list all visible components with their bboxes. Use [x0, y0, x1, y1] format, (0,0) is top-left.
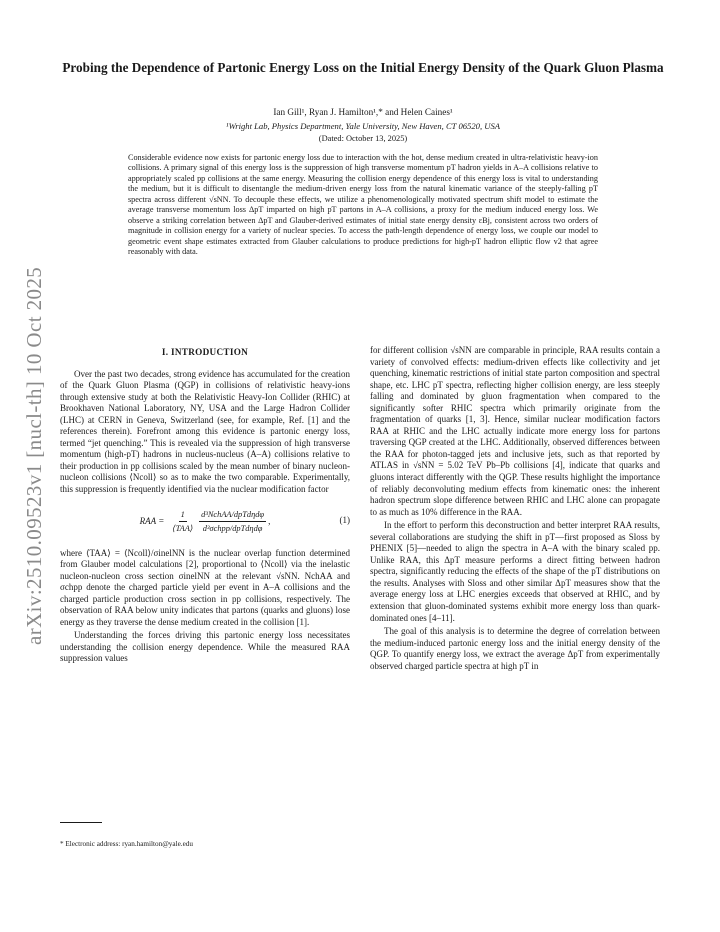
intro-paragraph-5: In the effort to perform this deconstruction and better interpret RAA results, several collaborations are studying the shift in pT—first proposed as Sloss by PHENIX [5]—needed to align the spectra in A–A with the binary scaled pp. Unlike RAA, this ΔpT measure performs a direct fitting between hadron spectra, significantly reducing the effects of the shape of the pT distributions on the results. Analyses with Sloss and other similar ΔpT measures show that the average energy loss at LHC energies exceeds that observed at RHIC, and by extension that gluon-dominated systems exhibit more energy loss than quark-dominated ones [4–11].	[370, 520, 660, 623]
footnote-rule	[60, 822, 102, 823]
right-column	[370, 345, 660, 672]
equation-tail: ,	[268, 515, 271, 526]
arxiv-identifier: arXiv:2510.09523v1 [nucl-th] 10 Oct 2025	[22, 266, 46, 645]
fraction-normalization	[170, 509, 195, 535]
intro-paragraph-6: The goal of this analysis is to determine the degree of correlation between the medium-induced partonic energy loss and the initial energy density of the QGP. To quantify energy loss, we extract the average ΔpT from experimentally observed charged particle spectra at high pT in	[370, 626, 660, 671]
fraction-numerator: 1	[179, 509, 187, 523]
paper-title: Probing the Dependence of Partonic Energy Loss on the Initial Energy Density of the Quark Gluon Plasma	[62, 60, 664, 75]
abstract: Considerable evidence now exists for partonic energy loss due to interaction with the hot, dense medium created in ultra-relativistic heavy-ion collisions. A primary signal of this energy loss is the suppression of high transverse momentum pT hadron yields in A–A collisions relative to appropriately scaled pp collisions at the same energy. Measuring the collision energy dependence of this energy loss is vital to understanding the medium, but it is difficult to disentangle the medium-driven energy loss from the natural kinematic variance of the steeply-falling pT spectra across different √sNN. To decouple these effects, we utilize a phenomenologically motivated spectrum shift model to estimate the average transverse momentum loss ΔpT imparted on high pT partons in A–A collisions, a proxy for the medium induced energy loss. We observe a striking correlation between ΔpT and Glauber-derived estimates of initial state energy density εBj, consistent across two orders of magnitude in collision energy for a variety of nuclear species. To access the path-length dependence of energy loss, we couple our model to geometric event shape estimates extracted from Glauber calculations to produce predictions for high-pT hadron elliptic flow v2 that agree reasonably with data.	[128, 153, 598, 257]
fraction-denominator: ⟨TAA⟩	[172, 524, 194, 534]
footnote: * Electronic address: ryan.hamilton@yale.edu	[60, 840, 193, 848]
intro-paragraph-4: for different collision √sNN are comparable in principle, RAA results contain a variety of convolved effects: medium-driven effects like collectivity and jet quenching, kinematic restrictions of initial state parton composition and spectral shape, etc. LHC pT spectra, reflecting higher collision energy, are less steeply falling and dominated by gluon fragmentation when compared to the significantly softer RHIC spectra which primarily originate from the fragmentation of quarks [1, 3]. Hence, similar nuclear modification factors RAA at RHIC and the LHC actually indicate more energy loss for partons traversing QGP created at the LHC. Additionally, observed differences between the RAA for photon-tagged jets and inclusive jets, such as that reported by ATLAS in √sNN = 5.02 TeV Pb–Pb collisions [4], indicate that quarks and gluons interact differently with the QGP. These results highlight the importance of reliably deconvoluting medium effects from kinematic ones: the inherent hadron spectrum slope difference between RHIC and LHC alone can propagate to as much as 10% difference in the RAA.	[370, 345, 660, 517]
section-heading: I. INTRODUCTION	[161, 347, 249, 357]
equation-lhs: RAA =	[139, 515, 165, 526]
fraction-yield-ratio	[199, 509, 266, 535]
equation-raa	[60, 502, 350, 542]
intro-paragraph-3: Understanding the forces driving this partonic energy loss necessitates understanding the collision energy dependence. While the measured RAA suppression values	[60, 630, 350, 664]
fraction-numerator: d³NchAA/dpTdηdφ	[199, 509, 266, 523]
date-line: (Dated: October 13, 2025)	[318, 134, 408, 143]
equation-number: (1)	[339, 514, 350, 525]
left-column	[60, 345, 350, 665]
fraction-denominator: d³σchpp/dpTdηdφ	[202, 524, 263, 534]
affiliation: ¹Wright Lab, Physics Department, Yale University, New Haven, CT 06520, USA	[226, 121, 500, 131]
intro-paragraph-2: where ⟨TAA⟩ = ⟨Ncoll⟩/σinelNN is the nuclear overlap function determined from Glauber model calculations [2], proportional to ⟨Ncoll⟩ via the inelastic nucleon-nucleon cross section σinelNN at the relevant √sNN. NchAA and σchpp denote the charged particle yield per event in A–A collisions and the charged particle production cross section in pp collisions, respectively. The observation of RAA below unity indicates that partons (quarks and gluons) lose energy as they traverse the dense medium created in the collision [1].	[60, 547, 350, 627]
author-list: Ian Gill¹, Ryan J. Hamilton¹,* and Helen Caines¹	[273, 107, 453, 117]
intro-paragraph-1: Over the past two decades, strong evidence has accumulated for the creation of the Quark Gluon Plasma (QGP) in collisions of relativistic heavy-ions through extensive study at both the Relativistic Heavy-Ion Collider (RHIC) at Brookhaven National Laboratory, NY, USA and the Large Hadron Collider (LHC) at CERN in Geneva, Switzerland (see, for example, Ref. [1] and the references therein). Forefront among this evidence is partonic energy loss, termed “jet quenching.” This is revealed via the suppression of high transverse momentum (high-pT) hadrons in nucleus-nucleus (A–A) collisions relative to their production in pp collisions scaled by the mean number of binary nucleon-nucleon collisions ⟨Ncoll⟩ so as to make the two comparable. Experimentally, this suppression is frequently identified via the nuclear modification factor	[60, 368, 350, 495]
